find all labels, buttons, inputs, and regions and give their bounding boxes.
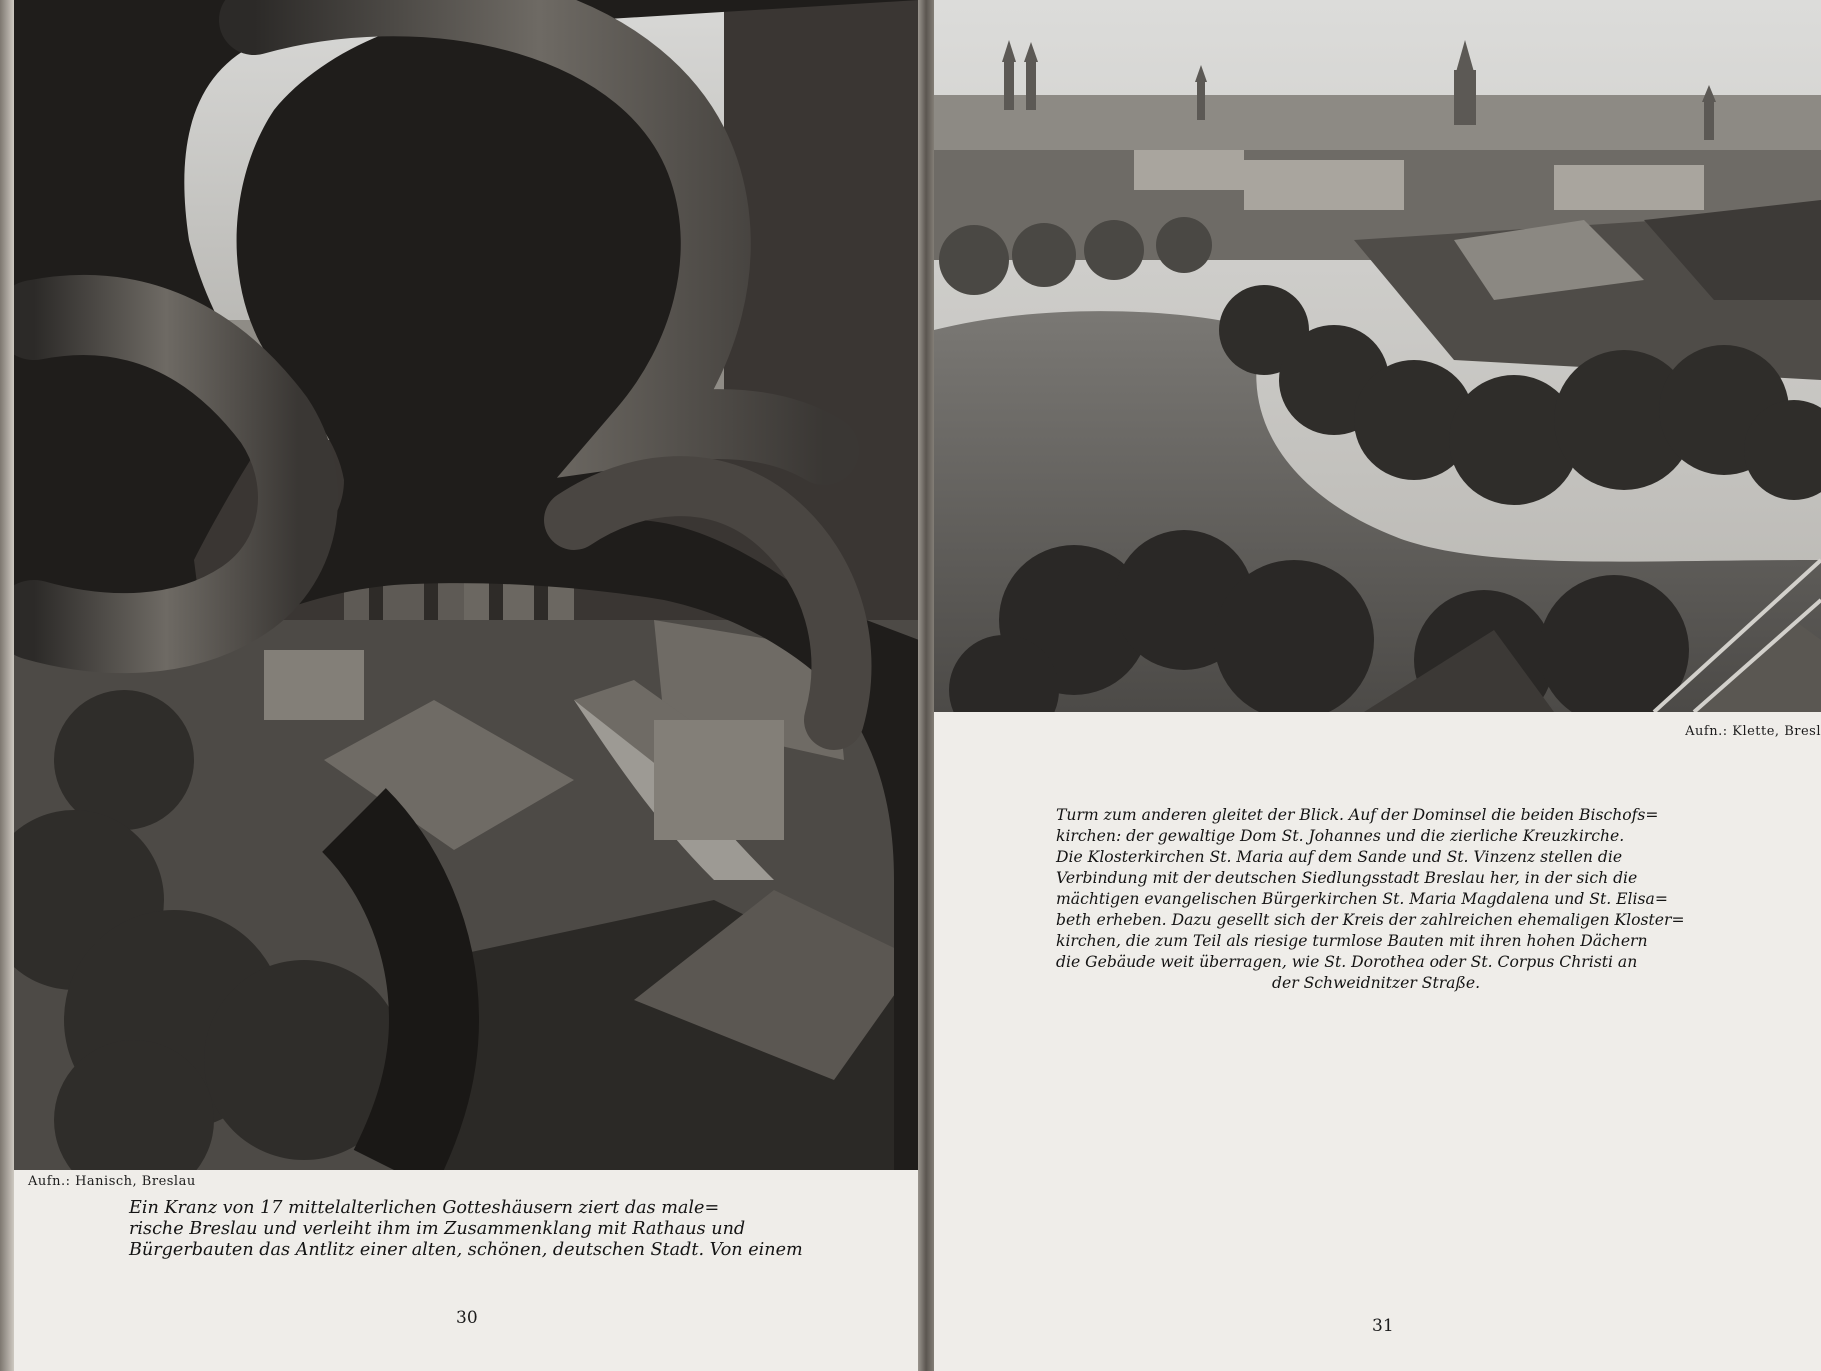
- panorama-photo: [934, 0, 1821, 712]
- cathedral-photo: [14, 0, 919, 1170]
- caption-line: rische Breslau und verleiht ihm im Zusammenklang mit Rathaus und: [129, 1219, 746, 1239]
- caption-left: [129, 1198, 803, 1261]
- photo-credit-right: Aufn.: Klette, Bresl: [1685, 724, 1821, 739]
- caption-right: [1056, 805, 1685, 994]
- caption-line: Bürgerbauten das Antlitz einer alten, schönen, deutschen Stadt. Von einem: [129, 1240, 803, 1260]
- caption-line: mächtigen evangelischen Bürgerkirchen St. Maria Magdalena und St. Elisa=: [1056, 890, 1668, 908]
- caption-line: Verbindung mit der deutschen Siedlungsstadt Breslau her, in der sich die: [1056, 869, 1638, 887]
- caption-line: der Schweidnitzer Straße.: [1272, 974, 1481, 992]
- left-page: [14, 0, 920, 1371]
- caption-line: kirchen, die zum Teil als riesige turmlose Bauten mit ihren hohen Dächern: [1056, 932, 1648, 950]
- right-page: [934, 0, 1821, 1371]
- caption-line: Turm zum anderen gleitet der Blick. Auf der Dominsel die beiden Bischofs=: [1056, 806, 1659, 824]
- caption-line: beth erheben. Dazu gesellt sich der Kreis der zahlreichen ehemaligen Kloster=: [1056, 911, 1685, 929]
- photo-credit-left: Aufn.: Hanisch, Breslau: [28, 1174, 196, 1189]
- caption-line: Die Klosterkirchen St. Maria auf dem Sande und St. Vinzenz stellen die: [1056, 848, 1623, 866]
- cathedral-through-tracery-illustration: [14, 0, 919, 1170]
- page-number-left: 30: [456, 1308, 478, 1328]
- caption-line: die Gebäude weit überragen, wie St. Dorothea oder St. Corpus Christi an: [1056, 953, 1638, 971]
- city-river-panorama-illustration: [934, 0, 1821, 712]
- page-number-right: 31: [1372, 1316, 1394, 1336]
- caption-line: kirchen: der gewaltige Dom St. Johannes und die zierliche Kreuzkirche.: [1056, 827, 1625, 845]
- caption-line: Ein Kranz von 17 mittelalterlichen Gotteshäusern ziert das male=: [129, 1198, 720, 1218]
